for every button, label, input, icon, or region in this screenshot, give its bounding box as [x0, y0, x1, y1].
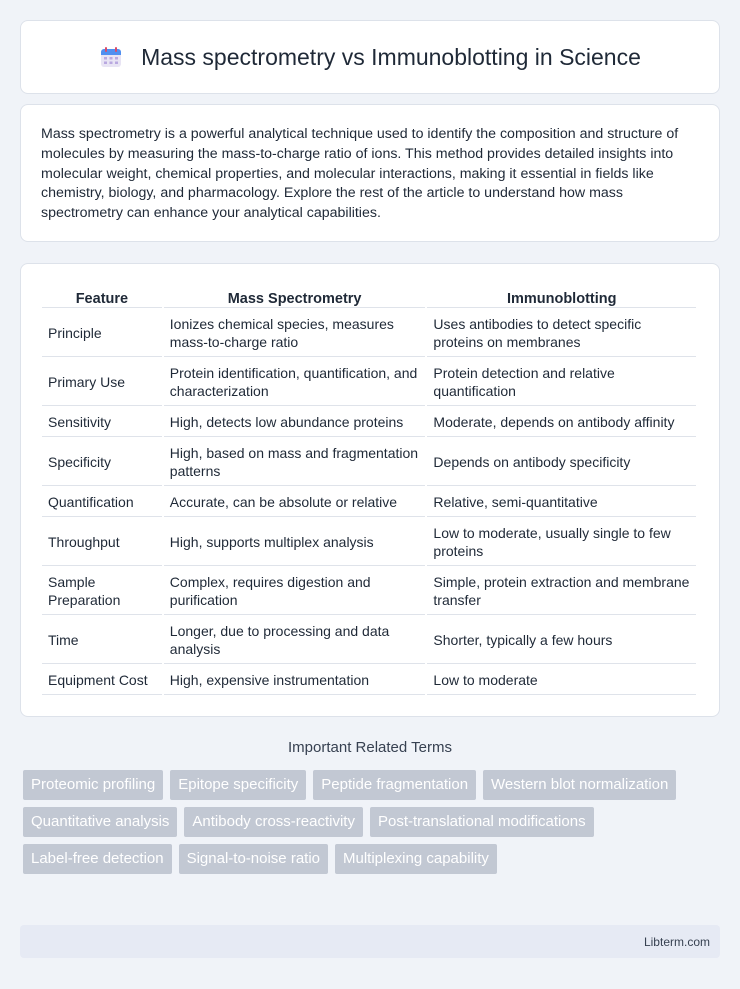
- row-mass-spec: Longer, due to processing and data analysis: [164, 617, 426, 664]
- tag-peptide-fragmentation[interactable]: Peptide fragmentation: [313, 770, 476, 800]
- table-row: [42, 310, 696, 357]
- tag-western-blot-normalization[interactable]: Western blot normalization: [483, 770, 676, 800]
- row-mass-spec: High, supports multiplex analysis: [164, 519, 426, 566]
- footer-site-link[interactable]: Libterm.com: [643, 935, 710, 949]
- table-row: [42, 666, 696, 695]
- tag-multiplexing-capability[interactable]: Multiplexing capability: [335, 844, 497, 874]
- footer: [20, 925, 720, 958]
- header-immunoblotting: Immunoblotting: [427, 286, 696, 308]
- table-row: [42, 439, 696, 486]
- row-feature: Equipment Cost: [42, 666, 162, 695]
- table-row: [42, 568, 696, 615]
- row-mass-spec: High, detects low abundance proteins: [164, 408, 426, 437]
- tag-post-translational-modifications[interactable]: Post-translational modifications: [370, 807, 594, 837]
- row-feature: Sample Preparation: [42, 568, 162, 615]
- row-feature: Principle: [42, 310, 162, 357]
- row-feature: Specificity: [42, 439, 162, 486]
- comparison-card: [20, 263, 720, 717]
- row-immunoblot: Low to moderate: [427, 666, 696, 695]
- row-immunoblot: Depends on antibody specificity: [427, 439, 696, 486]
- intro-card: [20, 104, 720, 242]
- related-terms-list: [23, 770, 723, 874]
- row-immunoblot: Simple, protein extraction and membrane transfer: [427, 568, 696, 615]
- header-feature: Feature: [42, 286, 162, 308]
- row-immunoblot: Shorter, typically a few hours: [427, 617, 696, 664]
- row-immunoblot: Low to moderate, usually single to few proteins: [427, 519, 696, 566]
- row-immunoblot: Moderate, depends on antibody affinity: [427, 408, 696, 437]
- tag-proteomic-profiling[interactable]: Proteomic profiling: [23, 770, 163, 800]
- table-row: [42, 359, 696, 406]
- table-row: [42, 408, 696, 437]
- tag-quantitative-analysis[interactable]: Quantitative analysis: [23, 807, 177, 837]
- row-mass-spec: High, expensive instrumentation: [164, 666, 426, 695]
- row-mass-spec: Protein identification, quantification, and characterization: [164, 359, 426, 406]
- row-feature: Throughput: [42, 519, 162, 566]
- table-row: [42, 488, 696, 517]
- row-immunoblot: Uses antibodies to detect specific proteins on membranes: [427, 310, 696, 357]
- table-row: [42, 519, 696, 566]
- tag-signal-to-noise-ratio[interactable]: Signal-to-noise ratio: [179, 844, 328, 874]
- comparison-table: [40, 284, 698, 697]
- row-immunoblot: Relative, semi-quantitative: [427, 488, 696, 517]
- row-immunoblot: Protein detection and relative quantification: [427, 359, 696, 406]
- related-terms-title: Important Related Terms: [288, 739, 452, 756]
- table-row: [42, 617, 696, 664]
- row-mass-spec: Complex, requires digestion and purification: [164, 568, 426, 615]
- row-mass-spec: Accurate, can be absolute or relative: [164, 488, 426, 517]
- row-feature: Quantification: [42, 488, 162, 517]
- table-header-row: [42, 286, 696, 308]
- row-mass-spec: Ionizes chemical species, measures mass-to-charge ratio: [164, 310, 426, 357]
- tag-antibody-cross-reactivity[interactable]: Antibody cross-reactivity: [184, 807, 363, 837]
- row-feature: Primary Use: [42, 359, 162, 406]
- row-feature: Time: [42, 617, 162, 664]
- calendar-icon: [99, 45, 123, 69]
- row-mass-spec: High, based on mass and fragmentation patterns: [164, 439, 426, 486]
- tag-label-free-detection[interactable]: Label-free detection: [23, 844, 172, 874]
- intro-text: Mass spectrometry is a powerful analytical technique used to identify the composition and structure of molecules by measuring the mass-to-charge ratio of ions. This method provides detailed insights into molecular weight, chemical properties, and molecular interactions, making it essential in fields like chemistry, biology, and pharmacology. Explore the rest of the article to understand how mass spectrometry can enhance your analytical capabilities.: [41, 126, 679, 222]
- row-feature: Sensitivity: [42, 408, 162, 437]
- page-title: Mass spectrometry vs Immunoblotting in Science: [141, 43, 641, 70]
- header-card: [20, 20, 720, 94]
- header-mass-spectrometry: Mass Spectrometry: [164, 286, 426, 308]
- tag-epitope-specificity[interactable]: Epitope specificity: [170, 770, 306, 800]
